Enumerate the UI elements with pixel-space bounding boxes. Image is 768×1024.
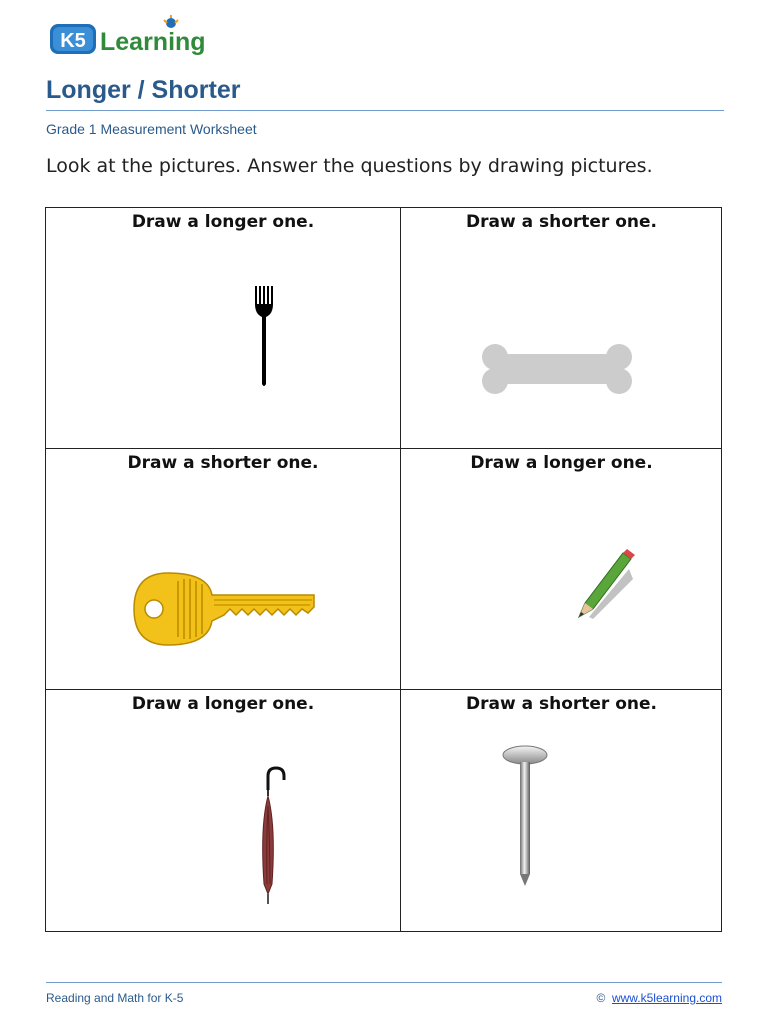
logo-text: Learning [100,28,206,56]
title-divider [46,110,724,111]
worksheet-grid [45,207,722,932]
worksheet-cell[interactable] [46,449,401,690]
website-link[interactable]: www.k5learning.com [611,991,722,1005]
cell-label: Draw a shorter one. [127,453,319,473]
fork-icon [252,284,276,388]
pencil-icon [577,547,635,619]
worksheet-cell[interactable] [401,449,722,690]
logo-badge-text: K5 [60,30,86,52]
umbrella-icon [256,766,292,906]
bone-icon [481,341,633,397]
k5-learning-logo [48,14,218,60]
cell-label: Draw a longer one. [131,212,315,232]
page-subtitle: Grade 1 Measurement Worksheet [46,121,257,137]
cell-label: Draw a longer one. [470,453,653,473]
footer-link-group [596,991,722,1005]
key-icon [132,569,316,649]
worksheet-cell[interactable] [46,208,401,449]
footer-divider [46,982,722,983]
worksheet-cell[interactable] [46,690,401,931]
footer-tagline: Reading and Math for K-5 [46,991,184,1005]
cell-label: Draw a shorter one. [466,694,657,714]
worksheet-cell[interactable] [401,208,722,449]
page-title: Longer / Shorter [46,76,241,104]
worksheet-cell[interactable] [401,690,722,931]
instructions: Look at the pictures. Answer the questions by drawing pictures. [46,155,653,177]
cell-label: Draw a shorter one. [466,212,657,232]
cell-label: Draw a longer one. [131,694,315,714]
copyright-symbol: © [596,991,606,1005]
nail-icon [502,744,548,888]
